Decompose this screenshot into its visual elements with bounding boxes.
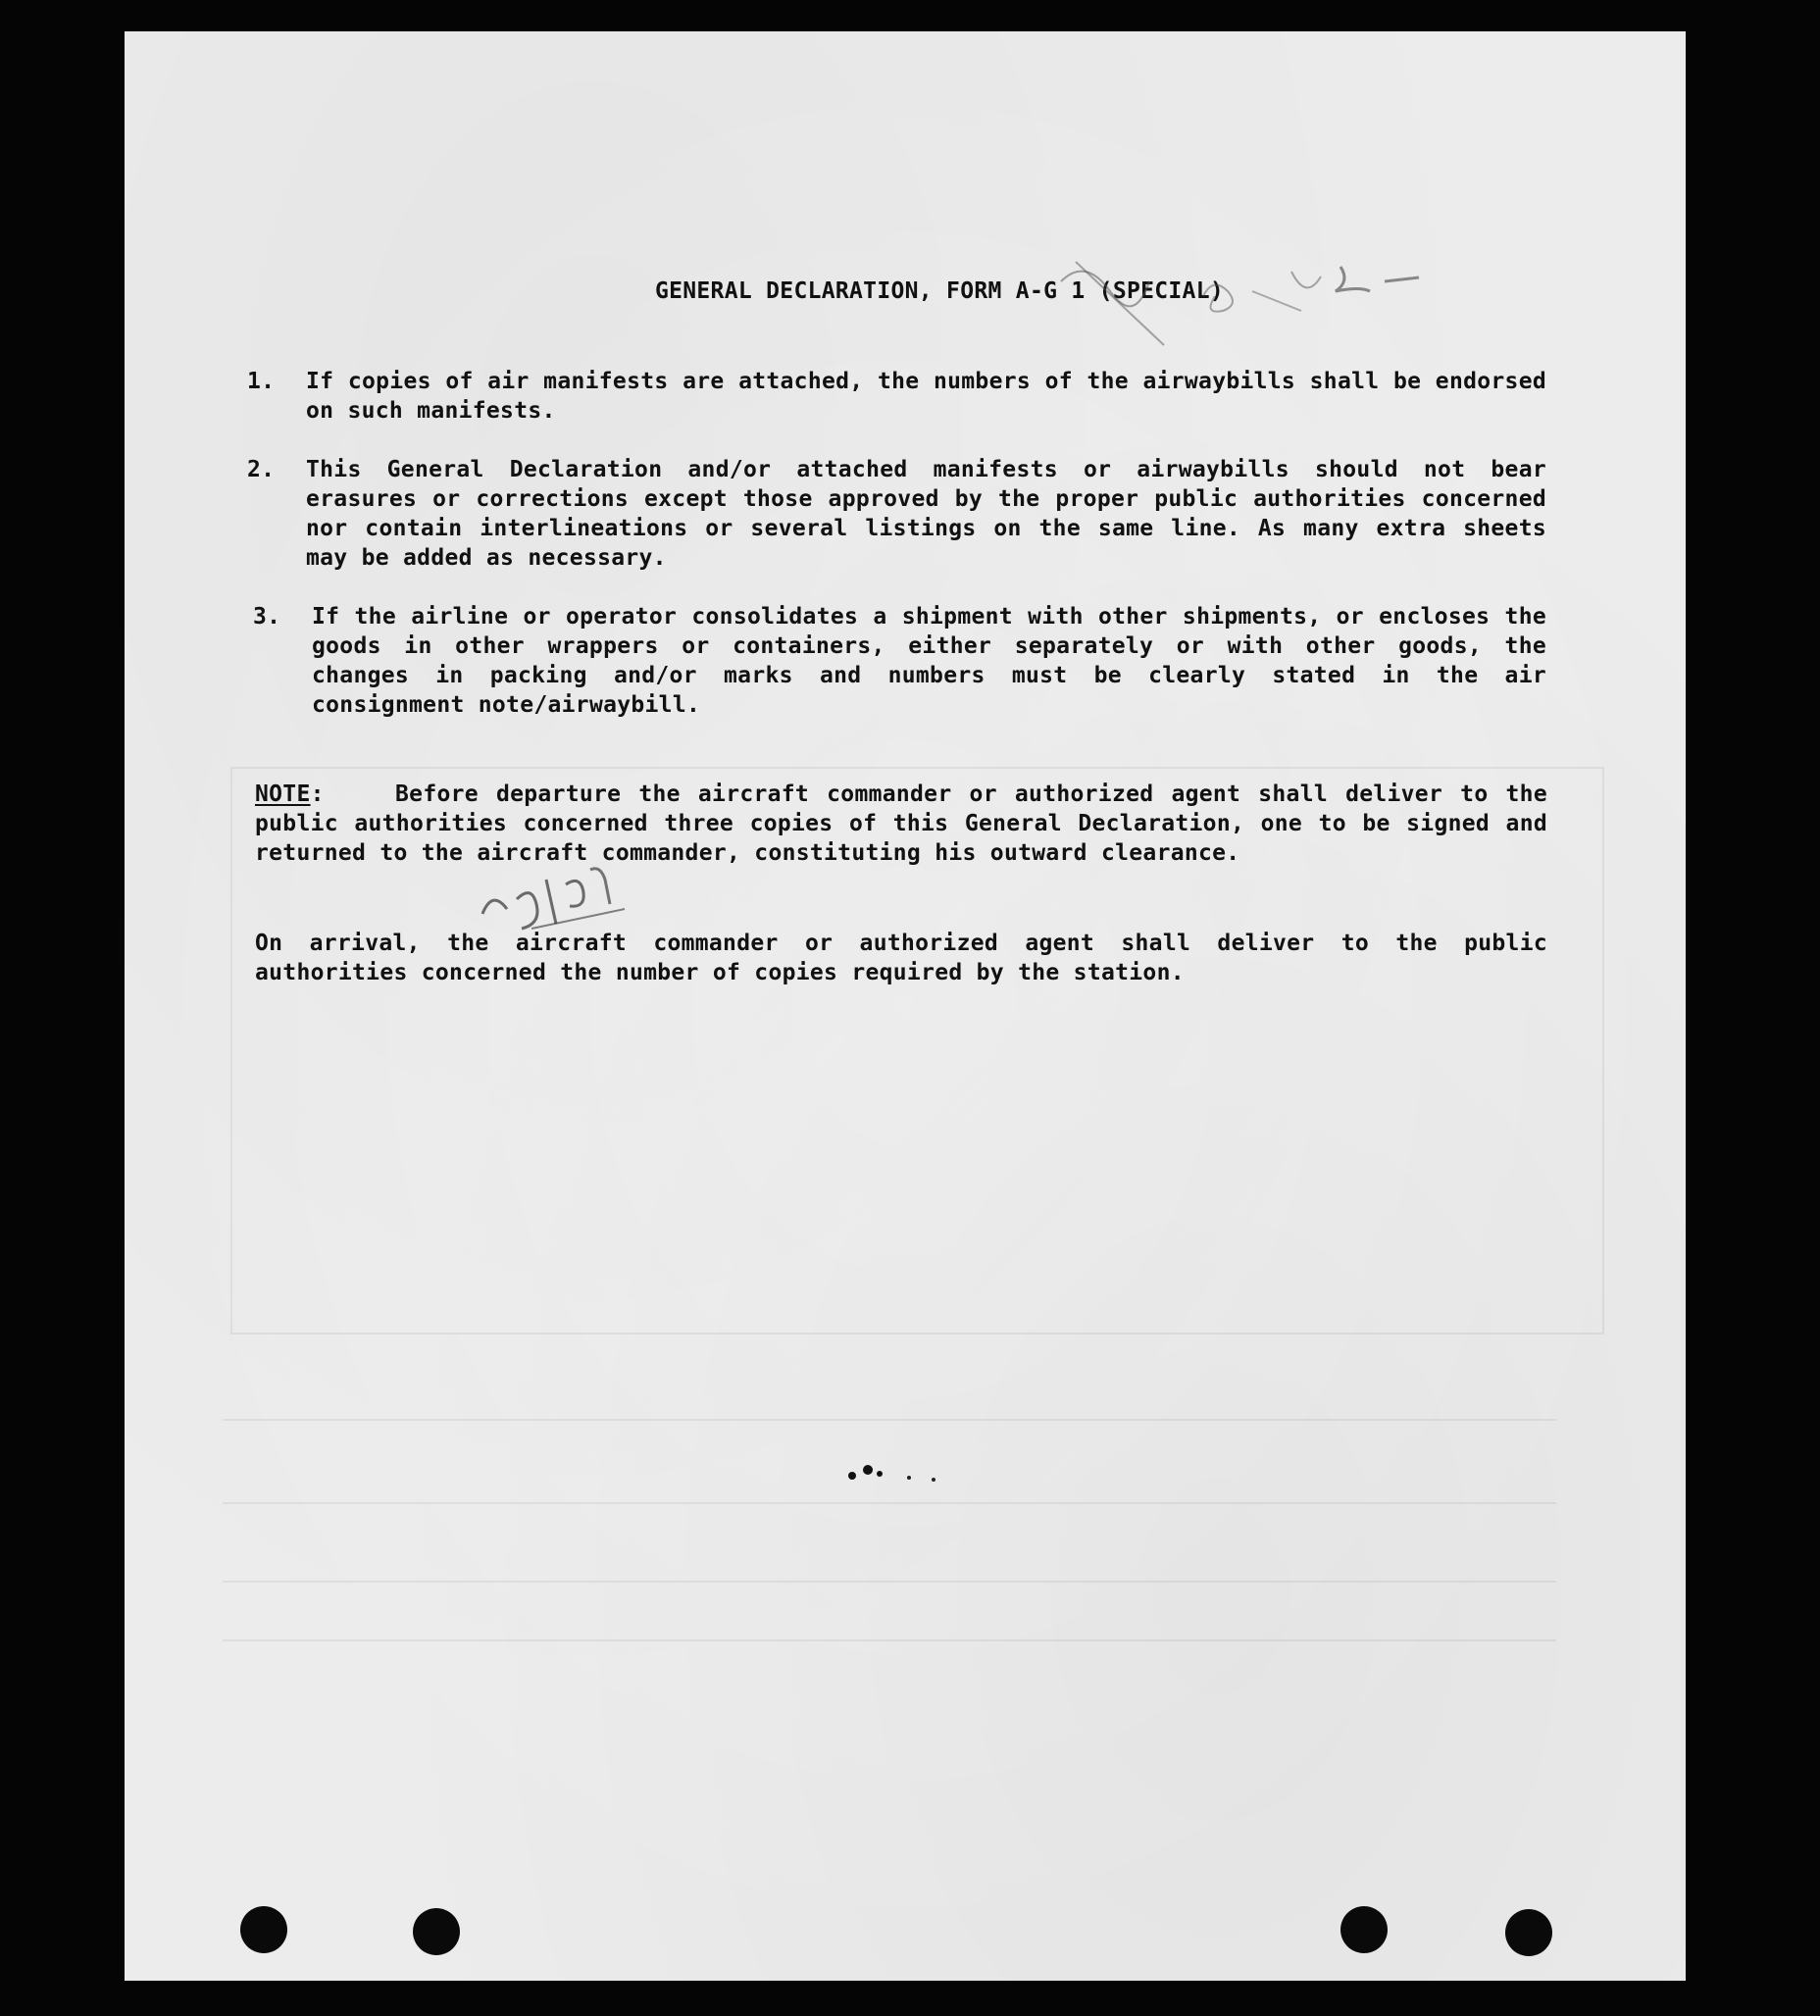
- arrival-paragraph: On arrival, the aircraft commander or authorized agent shall deliver to the public authorities concerned the number of copies required by the station.: [255, 931, 1547, 985]
- note-text: Before departure the aircraft commander or authorized agent shall deliver to the public authorities concerned three copies of this General Declaration, one to be signed and returned to the aircraft commander, constituting his outward clearance.: [255, 781, 1547, 866]
- binding-hole: [1340, 1906, 1388, 1953]
- note-colon: :: [310, 781, 396, 807]
- debris-specks: [840, 1458, 958, 1497]
- binding-hole: [413, 1908, 460, 1955]
- item-text: If the airline or operator consolidates a shipment with other shipments, or encloses the goods in other wrappers or containers, either separately or with other goods, the changes in packing and/or marks and numbers must be clearly stated in the air consignment note/airwaybill.: [312, 604, 1546, 718]
- page-title: GENERAL DECLARATION, FORM A-G 1 (SPECIAL): [654, 278, 1225, 304]
- binding-hole: [1505, 1909, 1552, 1956]
- item-number: 3.: [253, 604, 281, 630]
- instruction-item: [247, 455, 1546, 573]
- item-number: 1.: [247, 369, 276, 394]
- instruction-item: [247, 602, 1546, 720]
- bleed-through-line: [223, 1581, 1556, 1583]
- handwritten-mark-top: [1056, 252, 1429, 370]
- bleed-through-line: [223, 1419, 1556, 1421]
- item-text: This General Declaration and/or attached manifests or airwaybills should not bear erasures or corrections except those approved by the proper public authorities concerned nor contain interlineations or several listings on the same line. As many extra sheets may be added as necessary.: [306, 457, 1546, 571]
- item-text: If copies of air manifests are attached, the numbers of the airwaybills shall be endorsed on such manifests.: [306, 369, 1546, 424]
- note-paragraph: [255, 780, 1547, 868]
- item-number: 2.: [247, 457, 276, 482]
- document-page: [125, 31, 1686, 1981]
- binding-hole: [240, 1906, 287, 1953]
- bleed-through-line: [223, 1502, 1556, 1504]
- instruction-item: [247, 367, 1546, 426]
- bleed-through-line: [223, 1639, 1556, 1641]
- note-label: NOTE: [255, 781, 311, 807]
